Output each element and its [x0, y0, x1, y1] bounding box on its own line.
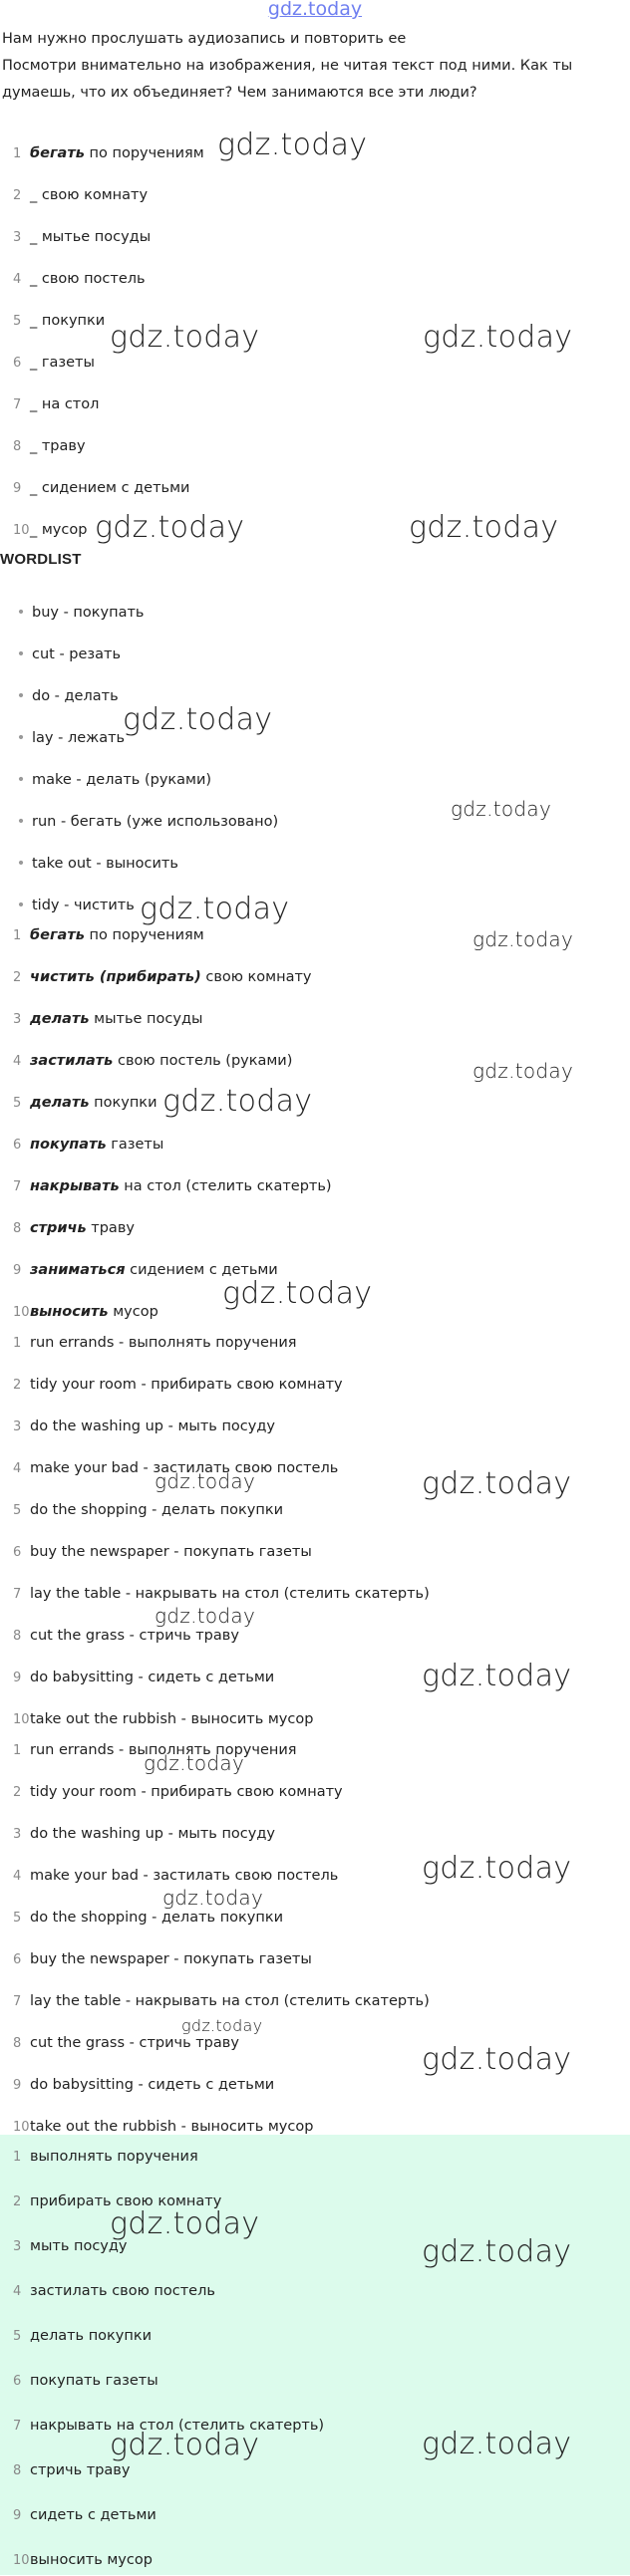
- item-verb: делать: [30, 1011, 90, 1027]
- watermark: gdz.today: [110, 320, 260, 355]
- item-number: 5: [13, 1911, 22, 1926]
- wordlist-item: [0, 849, 178, 879]
- answer-item: [0, 2231, 128, 2261]
- phrase-item: [0, 1495, 283, 1525]
- watermark: gdz.today: [451, 797, 552, 821]
- item-text: tidy your room - прибирать свою комнату: [30, 1784, 343, 1800]
- gap-list-item: [0, 222, 151, 252]
- item-text: _ траву: [30, 438, 86, 454]
- watermark: gdz.today: [123, 702, 273, 737]
- item-number: 8: [13, 1629, 22, 1644]
- gap-list-item: [0, 515, 87, 545]
- item-text: do the shopping - делать покупки: [30, 1502, 284, 1518]
- item-text: do the shopping - делать покупки: [30, 1910, 284, 1926]
- item-number: 9: [13, 1263, 22, 1278]
- item-text: траву: [86, 1220, 135, 1236]
- gap-list-item: [0, 264, 146, 294]
- phrase-item: [0, 1986, 430, 2016]
- phrase-item: [0, 1412, 275, 1441]
- filled-list-item: [0, 1046, 292, 1076]
- watermark: gdz.today: [422, 2042, 572, 2077]
- wordlist-item-text: do - делать: [32, 688, 119, 704]
- filled-list-item: [0, 962, 312, 992]
- item-number: 8: [13, 439, 22, 454]
- gap-list-item: [0, 389, 99, 419]
- watermark: gdz.today: [140, 892, 290, 926]
- item-number: 1: [13, 146, 22, 161]
- item-number: 8: [13, 2463, 22, 2478]
- phrase-item: [0, 1663, 274, 1692]
- item-text: мыть посуду: [30, 2238, 128, 2254]
- item-text: _ свою постель: [30, 271, 146, 287]
- filled-list-item: [0, 1130, 163, 1159]
- phrase-item: [0, 1704, 313, 1734]
- watermark: gdz.today: [217, 128, 368, 162]
- item-text: выносить мусор: [30, 2552, 153, 2568]
- wordlist-item: [0, 681, 119, 711]
- filled-list-item: [0, 1171, 332, 1201]
- item-number: 7: [13, 2419, 22, 2434]
- item-text: застилать свою постель: [30, 2283, 215, 2299]
- phrase-item: [0, 1537, 312, 1567]
- wordlist-item-text: make - делать (руками): [32, 772, 212, 788]
- item-number: 7: [13, 1587, 22, 1602]
- item-number: 3: [13, 1012, 22, 1027]
- item-text: make your bad - застилать свою постель: [30, 1868, 339, 1884]
- item-verb: бегать: [30, 927, 85, 943]
- watermark: gdz.today: [422, 2234, 572, 2269]
- item-number: 4: [13, 1869, 22, 1884]
- item-text: buy the newspaper - покупать газеты: [30, 1544, 312, 1560]
- bullet-icon: •: [16, 814, 26, 830]
- item-number: 1: [13, 1336, 22, 1351]
- item-number: 9: [13, 2508, 22, 2523]
- item-text: прибирать свою комнату: [30, 2193, 222, 2209]
- item-number: 10: [13, 523, 30, 538]
- item-text: do the washing up - мыть посуду: [30, 1418, 275, 1434]
- watermark: gdz.today: [181, 2016, 263, 2035]
- wordlist-item: [0, 640, 121, 669]
- item-number: 8: [13, 2036, 22, 2051]
- item-number: 7: [13, 1994, 22, 2009]
- item-text: tidy your room - прибирать свою комнату: [30, 1377, 343, 1393]
- answer-item: [0, 2366, 158, 2396]
- item-verb: чистить (прибирать): [30, 969, 201, 985]
- watermark: gdz.today: [110, 2206, 260, 2241]
- wordlist-heading: WORDLIST: [0, 551, 82, 568]
- item-text: lay the table - накрывать на стол (стелить скатерть): [30, 1586, 430, 1602]
- item-verb: накрывать: [30, 1178, 120, 1194]
- item-number: 2: [13, 970, 22, 985]
- gap-list-item: [0, 180, 148, 210]
- phrase-item: [0, 2070, 274, 2100]
- item-number: 8: [13, 1221, 22, 1236]
- watermark: gdz.today: [155, 1469, 256, 1493]
- site-logo-link[interactable]: gdz.today: [267, 0, 363, 20]
- item-text: покупать газеты: [30, 2373, 158, 2389]
- watermark: gdz.today: [222, 1276, 373, 1311]
- gap-list-item: [0, 473, 189, 503]
- watermark: gdz.today: [409, 510, 559, 545]
- wordlist-item: [0, 807, 278, 837]
- item-text: _ газеты: [30, 355, 95, 371]
- bullet-icon: •: [16, 688, 26, 704]
- item-number: 4: [13, 1054, 22, 1069]
- item-text: do babysitting - сидеть с детьми: [30, 1670, 275, 1685]
- watermark: gdz.today: [110, 2428, 260, 2462]
- item-number: 3: [13, 2239, 22, 2254]
- item-verb: покупать: [30, 1137, 107, 1153]
- intro-line-1: Нам нужно прослушать аудиозапись и повторить ее: [2, 31, 407, 47]
- item-verb: застилать: [30, 1053, 114, 1069]
- item-number: 5: [13, 1096, 22, 1111]
- item-text: cut the grass - стричь траву: [30, 1628, 239, 1644]
- item-verb: делать: [30, 1095, 90, 1111]
- item-number: 1: [13, 928, 22, 943]
- item-text: свою постель (руками): [113, 1053, 293, 1069]
- item-text: take out the rubbish - выносить мусор: [30, 1711, 314, 1727]
- item-number: 5: [13, 314, 22, 329]
- item-number: 7: [13, 1179, 22, 1194]
- item-text: _ мусор: [30, 522, 88, 538]
- wordlist-item-text: cut - резать: [32, 646, 122, 662]
- item-text: накрывать на стол (стелить скатерть): [30, 2418, 325, 2434]
- intro-line-2: Посмотри внимательно на изображения, не читая текст под ними. Как ты думаешь, что их объединяет? Чем занимаются все эти люди?: [2, 58, 573, 101]
- item-number: 9: [13, 1671, 22, 1685]
- item-text: _ мытье посуды: [30, 229, 152, 245]
- item-number: 2: [13, 188, 22, 203]
- item-text: по поручениям: [84, 927, 204, 943]
- item-number: 4: [13, 2284, 22, 2299]
- watermark: gdz.today: [422, 1851, 572, 1886]
- gap-list-item: [0, 138, 204, 168]
- item-number: 3: [13, 1827, 22, 1842]
- filled-list-item: [0, 1004, 202, 1034]
- item-text: по поручениям: [84, 145, 204, 161]
- watermark: gdz.today: [472, 1059, 574, 1083]
- answer-item: [0, 2545, 153, 2575]
- item-number: 7: [13, 397, 22, 412]
- item-number: 1: [13, 2150, 22, 2165]
- watermark: gdz.today: [155, 1604, 256, 1628]
- wordlist-item-text: run - бегать (уже использовано): [32, 814, 279, 830]
- item-text: run errands - выполнять поручения: [30, 1742, 297, 1758]
- item-text: buy the newspaper - покупать газеты: [30, 1951, 312, 1967]
- wordlist-item-text: buy - покупать: [32, 605, 145, 621]
- item-number: 3: [13, 230, 22, 245]
- item-text: стричь траву: [30, 2462, 131, 2478]
- item-text: do babysitting - сидеть с детьми: [30, 2077, 275, 2093]
- watermark: gdz.today: [95, 510, 245, 545]
- item-number: 2: [13, 1378, 22, 1393]
- item-text: покупки: [89, 1095, 158, 1111]
- item-number: 5: [13, 1503, 22, 1518]
- answer-item: [0, 2500, 157, 2530]
- bullet-icon: •: [16, 772, 26, 788]
- item-number: 9: [13, 2078, 22, 2093]
- phrase-item: [0, 1328, 297, 1358]
- bullet-icon: •: [16, 898, 26, 913]
- answer-item: [0, 2321, 152, 2351]
- item-verb: стричь: [30, 1220, 87, 1236]
- phrase-item: [0, 1819, 275, 1849]
- item-text: сидеть с детьми: [30, 2507, 157, 2523]
- item-number: 6: [13, 1545, 22, 1560]
- item-number: 4: [13, 272, 22, 287]
- filled-list-item: [0, 1088, 158, 1118]
- item-text: на стол (стелить скатерть): [119, 1178, 332, 1194]
- item-number: 6: [13, 356, 22, 371]
- item-number: 6: [13, 2374, 22, 2389]
- item-text: make your bad - застилать свою постель: [30, 1460, 339, 1476]
- item-text: делать покупки: [30, 2328, 153, 2344]
- item-number: 2: [13, 1785, 22, 1800]
- item-text: газеты: [106, 1137, 164, 1153]
- item-verb: заниматься: [30, 1262, 126, 1278]
- watermark: gdz.today: [422, 2427, 572, 2461]
- item-text: _ свою комнату: [30, 187, 149, 203]
- item-number: 10: [13, 2553, 30, 2568]
- item-text: выполнять поручения: [30, 2149, 198, 2165]
- wordlist-item: [0, 891, 135, 920]
- watermark: gdz.today: [422, 1466, 572, 1501]
- item-number: 2: [13, 2194, 22, 2209]
- wordlist-item-text: tidy - чистить: [32, 898, 135, 913]
- watermark: gdz.today: [423, 320, 573, 355]
- wordlist-item-text: lay - лежать: [32, 730, 126, 746]
- wordlist-item: [0, 598, 144, 628]
- item-number: 1: [13, 1743, 22, 1758]
- item-number: 3: [13, 1419, 22, 1434]
- bullet-icon: •: [16, 730, 26, 746]
- item-text: мусор: [108, 1304, 158, 1320]
- item-text: свою комнату: [200, 969, 312, 985]
- item-text: lay the table - накрывать на стол (стелить скатерть): [30, 1993, 430, 2009]
- item-text: do the washing up - мыть посуду: [30, 1826, 275, 1842]
- answer-item: [0, 2276, 215, 2306]
- item-text: _ покупки: [30, 313, 106, 329]
- wordlist-item-text: take out - выносить: [32, 856, 178, 872]
- gap-list-item: [0, 348, 95, 378]
- gap-list-item: [0, 306, 105, 336]
- item-number: 6: [13, 1138, 22, 1153]
- filled-list-item: [0, 1213, 135, 1243]
- filled-list-item: [0, 1297, 158, 1327]
- watermark: gdz.today: [144, 1751, 245, 1775]
- item-verb: бегать: [30, 145, 85, 161]
- watermark: gdz.today: [422, 1659, 572, 1693]
- watermark: gdz.today: [162, 1084, 313, 1119]
- item-text: сидением с детьми: [125, 1262, 278, 1278]
- item-number: 10: [13, 2120, 30, 2135]
- phrase-item: [0, 1777, 343, 1807]
- bullet-icon: •: [16, 856, 26, 872]
- wordlist-item: [0, 723, 125, 753]
- item-text: _ на стол: [30, 396, 100, 412]
- item-number: 6: [13, 1952, 22, 1967]
- answer-item: [0, 2142, 198, 2172]
- watermark: gdz.today: [472, 927, 574, 951]
- bullet-icon: •: [16, 605, 26, 621]
- phrase-item: [0, 1370, 343, 1400]
- item-verb: выносить: [30, 1304, 109, 1320]
- item-number: 5: [13, 2329, 22, 2344]
- wordlist-item: [0, 765, 211, 795]
- item-text: run errands - выполнять поручения: [30, 1335, 297, 1351]
- item-number: 4: [13, 1461, 22, 1476]
- watermark: gdz.today: [162, 1886, 264, 1910]
- item-text: cut the grass - стричь траву: [30, 2035, 239, 2051]
- item-number: 10: [13, 1712, 30, 1727]
- item-text: мытье посуды: [89, 1011, 203, 1027]
- bullet-icon: •: [16, 646, 26, 662]
- item-text: take out the rubbish - выносить мусор: [30, 2119, 314, 2135]
- phrase-item: [0, 1944, 312, 1974]
- item-number: 10: [13, 1305, 30, 1320]
- gap-list-item: [0, 431, 86, 461]
- item-text: _ сидением с детьми: [30, 480, 190, 496]
- item-number: 9: [13, 481, 22, 496]
- intro-text: [2, 26, 620, 107]
